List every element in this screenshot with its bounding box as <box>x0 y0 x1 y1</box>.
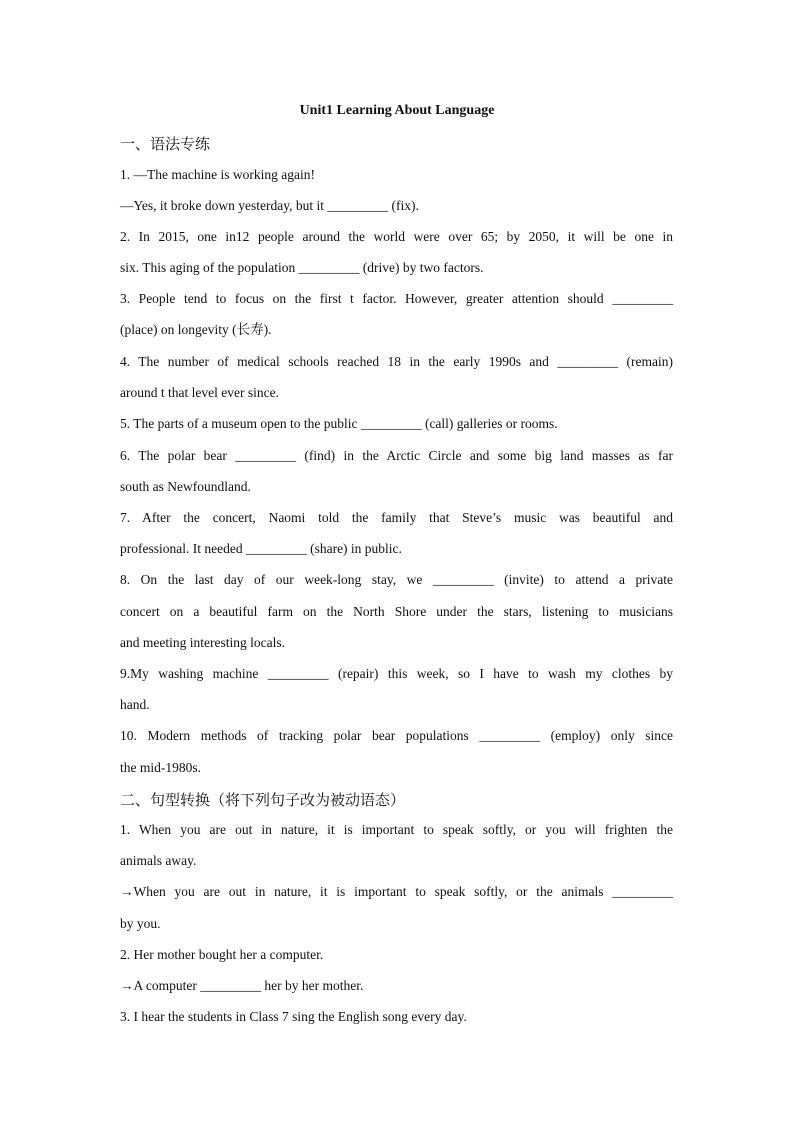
exercise-line: 1. When you are out in nature, it is important to speak softly, or you will frighten the <box>120 822 673 837</box>
exercise-line: —Yes, it broke down yesterday, but it _________ (fix). <box>120 198 419 213</box>
exercise-line: south as Newfoundland. <box>120 479 251 494</box>
exercise-line: animals away. <box>120 853 197 868</box>
exercise-line: 4. The number of medical schools reached 18 in the early 1990s and _________ (remain) <box>120 354 673 369</box>
exercise-line: six. This aging of the population _________ (drive) by two factors. <box>120 260 484 275</box>
exercise-line: 5. The parts of a museum open to the public _________ (call) galleries or rooms. <box>120 416 558 431</box>
exercise-line: 8. On the last day of our week-long stay, we _________ (invite) to attend a private <box>120 572 673 587</box>
section-heading-sentence-transform: 二、句型转换（将下列句子改为被动语态） <box>120 793 406 809</box>
exercise-line: 2. Her mother bought her a computer. <box>120 947 324 962</box>
exercise-line: 1. —The machine is working again! <box>120 167 315 182</box>
exercise-line: 7. After the concert, Naomi told the family that Steve’s music was beautiful and <box>120 510 673 525</box>
exercise-line: 6. The polar bear _________ (find) in the Arctic Circle and some big land masses as far <box>120 448 673 463</box>
exercise-line: 3. People tend to focus on the first t factor. However, greater attention should _________ <box>120 291 673 306</box>
exercise-line: 3. I hear the students in Class 7 sing the English song every day. <box>120 1009 467 1024</box>
section-heading-grammar: 一、语法专练 <box>120 137 211 153</box>
exercise-line: and meeting interesting locals. <box>120 635 285 650</box>
exercise-line: →When you are out in nature, it is important to speak softly, or the animals _________ <box>120 884 673 899</box>
exercise-line: →A computer _________ her by her mother. <box>120 978 364 993</box>
exercise-line: hand. <box>120 697 150 712</box>
exercise-line: around t that level ever since. <box>120 385 279 400</box>
exercise-line: 9.My washing machine _________ (repair) this week, so I have to wash my clothes by <box>120 666 673 681</box>
exercise-line: by you. <box>120 916 161 931</box>
document-title: Unit1 Learning About Language <box>299 103 495 118</box>
exercise-line: 10. Modern methods of tracking polar bear populations _________ (employ) only since <box>120 728 673 743</box>
exercise-line: professional. It needed _________ (share) in public. <box>120 541 402 556</box>
exercise-line: the mid-1980s. <box>120 760 201 775</box>
exercise-line: 2. In 2015, one in12 people around the world were over 65; by 2050, it will be one in <box>120 229 673 244</box>
exercise-line: concert on a beautiful farm on the North Shore under the stars, listening to musicians <box>120 604 673 619</box>
exercise-line: (place) on longevity (长寿). <box>120 322 272 337</box>
